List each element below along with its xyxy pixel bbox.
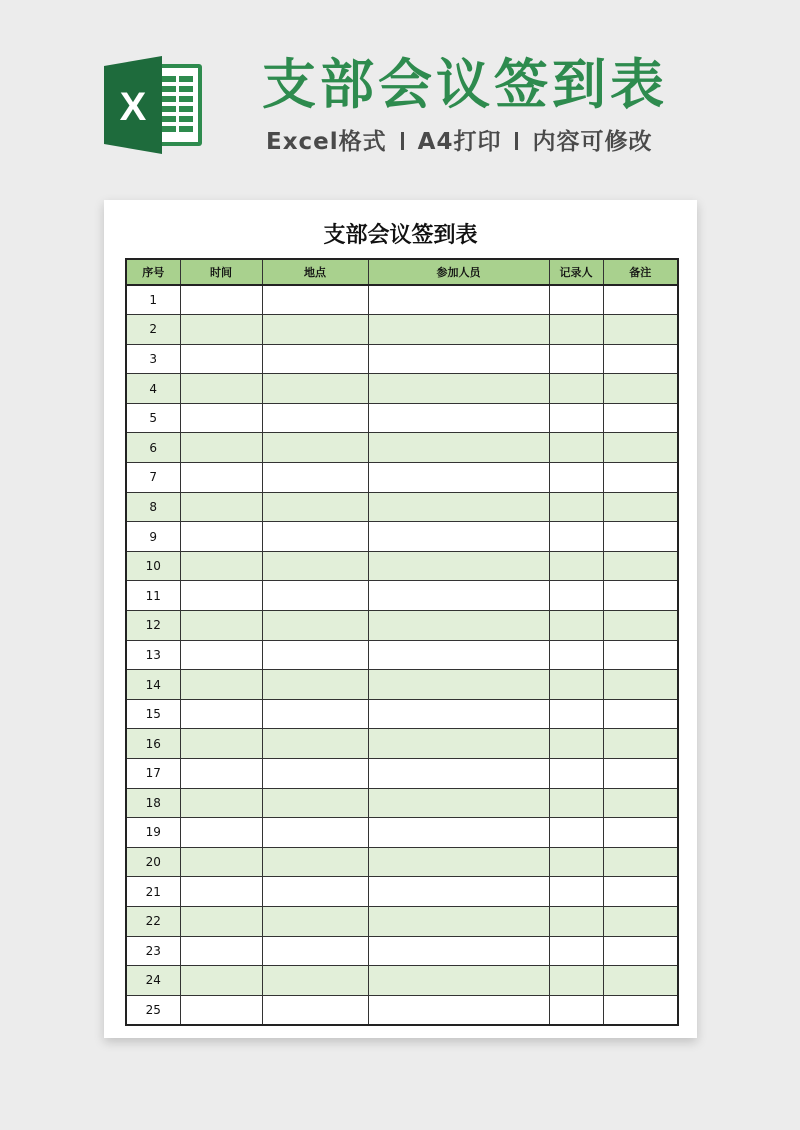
cell-index: 3 (126, 344, 180, 374)
cell-location[interactable] (262, 640, 368, 670)
col-header-index: 序号 (126, 259, 180, 285)
cell-notes[interactable] (603, 374, 678, 404)
cell-location[interactable] (262, 906, 368, 936)
cell-attendees[interactable] (368, 966, 549, 996)
cell-location[interactable] (262, 847, 368, 877)
cell-attendees[interactable] (368, 729, 549, 759)
page-subtitle (266, 126, 652, 158)
cell-index: 13 (126, 640, 180, 670)
cell-recorder[interactable] (549, 729, 603, 759)
cell-recorder[interactable] (549, 344, 603, 374)
cell-index: 11 (126, 581, 180, 611)
cell-attendees[interactable] (368, 788, 549, 818)
cell-recorder[interactable] (549, 759, 603, 789)
cell-notes[interactable] (603, 403, 678, 433)
cell-location[interactable] (262, 374, 368, 404)
cell-time[interactable] (180, 729, 262, 759)
cell-notes[interactable] (603, 581, 678, 611)
cell-attendees[interactable] (368, 551, 549, 581)
table-row (126, 640, 678, 670)
table-row (126, 285, 678, 315)
cell-attendees[interactable] (368, 906, 549, 936)
cell-attendees[interactable] (368, 374, 549, 404)
cell-notes[interactable] (603, 344, 678, 374)
table-row (126, 522, 678, 552)
cell-location[interactable] (262, 699, 368, 729)
cell-location[interactable] (262, 759, 368, 789)
cell-recorder[interactable] (549, 315, 603, 345)
cell-time[interactable] (180, 522, 262, 552)
cell-index: 6 (126, 433, 180, 463)
cell-time[interactable] (180, 344, 262, 374)
cell-recorder[interactable] (549, 995, 603, 1025)
cell-time[interactable] (180, 463, 262, 493)
cell-index: 9 (126, 522, 180, 552)
cell-recorder[interactable] (549, 906, 603, 936)
cell-index: 20 (126, 847, 180, 877)
cell-recorder[interactable] (549, 433, 603, 463)
table-body (126, 285, 678, 1025)
cell-recorder[interactable] (549, 966, 603, 996)
cell-notes[interactable] (603, 966, 678, 996)
col-header-notes: 备注 (603, 259, 678, 285)
cell-location[interactable] (262, 995, 368, 1025)
cell-location[interactable] (262, 463, 368, 493)
cell-attendees[interactable] (368, 344, 549, 374)
cell-location[interactable] (262, 403, 368, 433)
cell-recorder[interactable] (549, 640, 603, 670)
cell-time[interactable] (180, 640, 262, 670)
table-row (126, 433, 678, 463)
table-row (126, 847, 678, 877)
cell-time[interactable] (180, 788, 262, 818)
cell-index: 5 (126, 403, 180, 433)
cell-attendees[interactable] (368, 936, 549, 966)
cell-location[interactable] (262, 315, 368, 345)
sheet-title: 支部会议签到表 (323, 223, 478, 248)
table-row (126, 759, 678, 789)
table-row (126, 670, 678, 700)
cell-location[interactable] (262, 433, 368, 463)
cell-index: 17 (126, 759, 180, 789)
cell-recorder[interactable] (549, 403, 603, 433)
cell-attendees[interactable] (368, 847, 549, 877)
col-header-time: 时间 (180, 259, 262, 285)
cell-notes[interactable] (603, 877, 678, 907)
cell-time[interactable] (180, 847, 262, 877)
cell-location[interactable] (262, 611, 368, 641)
subtitle-print: A4打印 (417, 129, 502, 155)
cell-index: 22 (126, 906, 180, 936)
subtitle-format: Excel格式 (266, 129, 387, 155)
cell-time[interactable] (180, 403, 262, 433)
table-row (126, 936, 678, 966)
cell-attendees[interactable] (368, 759, 549, 789)
table-row (126, 463, 678, 493)
cell-recorder[interactable] (549, 670, 603, 700)
cell-location[interactable] (262, 285, 368, 315)
cell-notes[interactable] (603, 788, 678, 818)
page-title: 支部会议签到表 (262, 53, 668, 116)
table-row (126, 877, 678, 907)
table-row (126, 966, 678, 996)
cell-location[interactable] (262, 729, 368, 759)
cell-notes[interactable] (603, 847, 678, 877)
cell-location[interactable] (262, 877, 368, 907)
cell-location[interactable] (262, 818, 368, 848)
cell-recorder[interactable] (549, 818, 603, 848)
cell-attendees[interactable] (368, 611, 549, 641)
page-header (0, 0, 800, 200)
cell-index: 8 (126, 492, 180, 522)
cell-index: 12 (126, 611, 180, 641)
cell-time[interactable] (180, 995, 262, 1025)
table-row (126, 818, 678, 848)
cell-index: 25 (126, 995, 180, 1025)
cell-time[interactable] (180, 581, 262, 611)
cell-recorder[interactable] (549, 581, 603, 611)
cell-recorder[interactable] (549, 788, 603, 818)
cell-attendees[interactable] (368, 581, 549, 611)
cell-attendees[interactable] (368, 877, 549, 907)
cell-notes[interactable] (603, 906, 678, 936)
cell-notes[interactable] (603, 315, 678, 345)
cell-time[interactable] (180, 699, 262, 729)
table-row (126, 374, 678, 404)
cell-recorder[interactable] (549, 463, 603, 493)
excel-logo-icon (104, 56, 204, 154)
cell-recorder[interactable] (549, 847, 603, 877)
cell-index: 15 (126, 699, 180, 729)
cell-index: 21 (126, 877, 180, 907)
cell-index: 10 (126, 551, 180, 581)
col-header-attendees: 参加人员 (368, 259, 549, 285)
table-header-row (126, 259, 678, 285)
cell-notes[interactable] (603, 818, 678, 848)
cell-location[interactable] (262, 344, 368, 374)
cell-attendees[interactable] (368, 315, 549, 345)
cell-time[interactable] (180, 759, 262, 789)
sign-in-table (125, 258, 679, 1026)
cell-time[interactable] (180, 877, 262, 907)
cell-notes[interactable] (603, 670, 678, 700)
cell-index: 1 (126, 285, 180, 315)
cell-notes[interactable] (603, 433, 678, 463)
cell-index: 2 (126, 315, 180, 345)
cell-notes[interactable] (603, 995, 678, 1025)
col-header-recorder: 记录人 (549, 259, 603, 285)
cell-location[interactable] (262, 551, 368, 581)
cell-attendees[interactable] (368, 285, 549, 315)
cell-index: 24 (126, 966, 180, 996)
cell-attendees[interactable] (368, 699, 549, 729)
cell-attendees[interactable] (368, 433, 549, 463)
cell-index: 23 (126, 936, 180, 966)
table-row (126, 344, 678, 374)
cell-notes[interactable] (603, 759, 678, 789)
cell-index: 19 (126, 818, 180, 848)
cell-attendees[interactable] (368, 670, 549, 700)
cell-location[interactable] (262, 966, 368, 996)
table-row (126, 729, 678, 759)
cell-time[interactable] (180, 374, 262, 404)
cell-index: 18 (126, 788, 180, 818)
cell-notes[interactable] (603, 551, 678, 581)
cell-notes[interactable] (603, 463, 678, 493)
cell-attendees[interactable] (368, 403, 549, 433)
cell-time[interactable] (180, 966, 262, 996)
cell-notes[interactable] (603, 936, 678, 966)
cell-time[interactable] (180, 611, 262, 641)
logo-letter: X (119, 85, 147, 129)
cell-time[interactable] (180, 492, 262, 522)
cell-location[interactable] (262, 581, 368, 611)
cell-time[interactable] (180, 936, 262, 966)
cell-notes[interactable] (603, 285, 678, 315)
cell-recorder[interactable] (549, 699, 603, 729)
cell-recorder[interactable] (549, 551, 603, 581)
separator (515, 132, 518, 150)
cell-location[interactable] (262, 522, 368, 552)
cell-notes[interactable] (603, 729, 678, 759)
cell-location[interactable] (262, 670, 368, 700)
cell-index: 7 (126, 463, 180, 493)
table-row (126, 788, 678, 818)
subtitle-editable: 内容可修改 (532, 129, 653, 155)
cell-time[interactable] (180, 315, 262, 345)
table-row (126, 315, 678, 345)
cell-attendees[interactable] (368, 818, 549, 848)
cell-location[interactable] (262, 492, 368, 522)
table-row (126, 611, 678, 641)
cell-notes[interactable] (603, 492, 678, 522)
table-row (126, 699, 678, 729)
cell-time[interactable] (180, 433, 262, 463)
cell-location[interactable] (262, 788, 368, 818)
separator (401, 132, 404, 150)
cell-recorder[interactable] (549, 374, 603, 404)
cell-recorder[interactable] (549, 877, 603, 907)
cell-time[interactable] (180, 906, 262, 936)
table-row (126, 581, 678, 611)
cell-attendees[interactable] (368, 522, 549, 552)
cell-time[interactable] (180, 818, 262, 848)
cell-notes[interactable] (603, 522, 678, 552)
col-header-location: 地点 (262, 259, 368, 285)
cell-attendees[interactable] (368, 995, 549, 1025)
cell-recorder[interactable] (549, 522, 603, 552)
table-row (126, 906, 678, 936)
cell-attendees[interactable] (368, 463, 549, 493)
cell-index: 14 (126, 670, 180, 700)
table-row (126, 492, 678, 522)
cell-notes[interactable] (603, 611, 678, 641)
cell-recorder[interactable] (549, 936, 603, 966)
table-row (126, 995, 678, 1025)
cell-index: 4 (126, 374, 180, 404)
table-row (126, 551, 678, 581)
sheet-paper (104, 200, 697, 1038)
cell-recorder[interactable] (549, 492, 603, 522)
cell-recorder[interactable] (549, 611, 603, 641)
cell-notes[interactable] (603, 699, 678, 729)
cell-index: 16 (126, 729, 180, 759)
cell-attendees[interactable] (368, 492, 549, 522)
cell-recorder[interactable] (549, 285, 603, 315)
cell-time[interactable] (180, 551, 262, 581)
cell-location[interactable] (262, 936, 368, 966)
cell-attendees[interactable] (368, 640, 549, 670)
cell-time[interactable] (180, 670, 262, 700)
cell-time[interactable] (180, 285, 262, 315)
cell-notes[interactable] (603, 640, 678, 670)
table-row (126, 403, 678, 433)
